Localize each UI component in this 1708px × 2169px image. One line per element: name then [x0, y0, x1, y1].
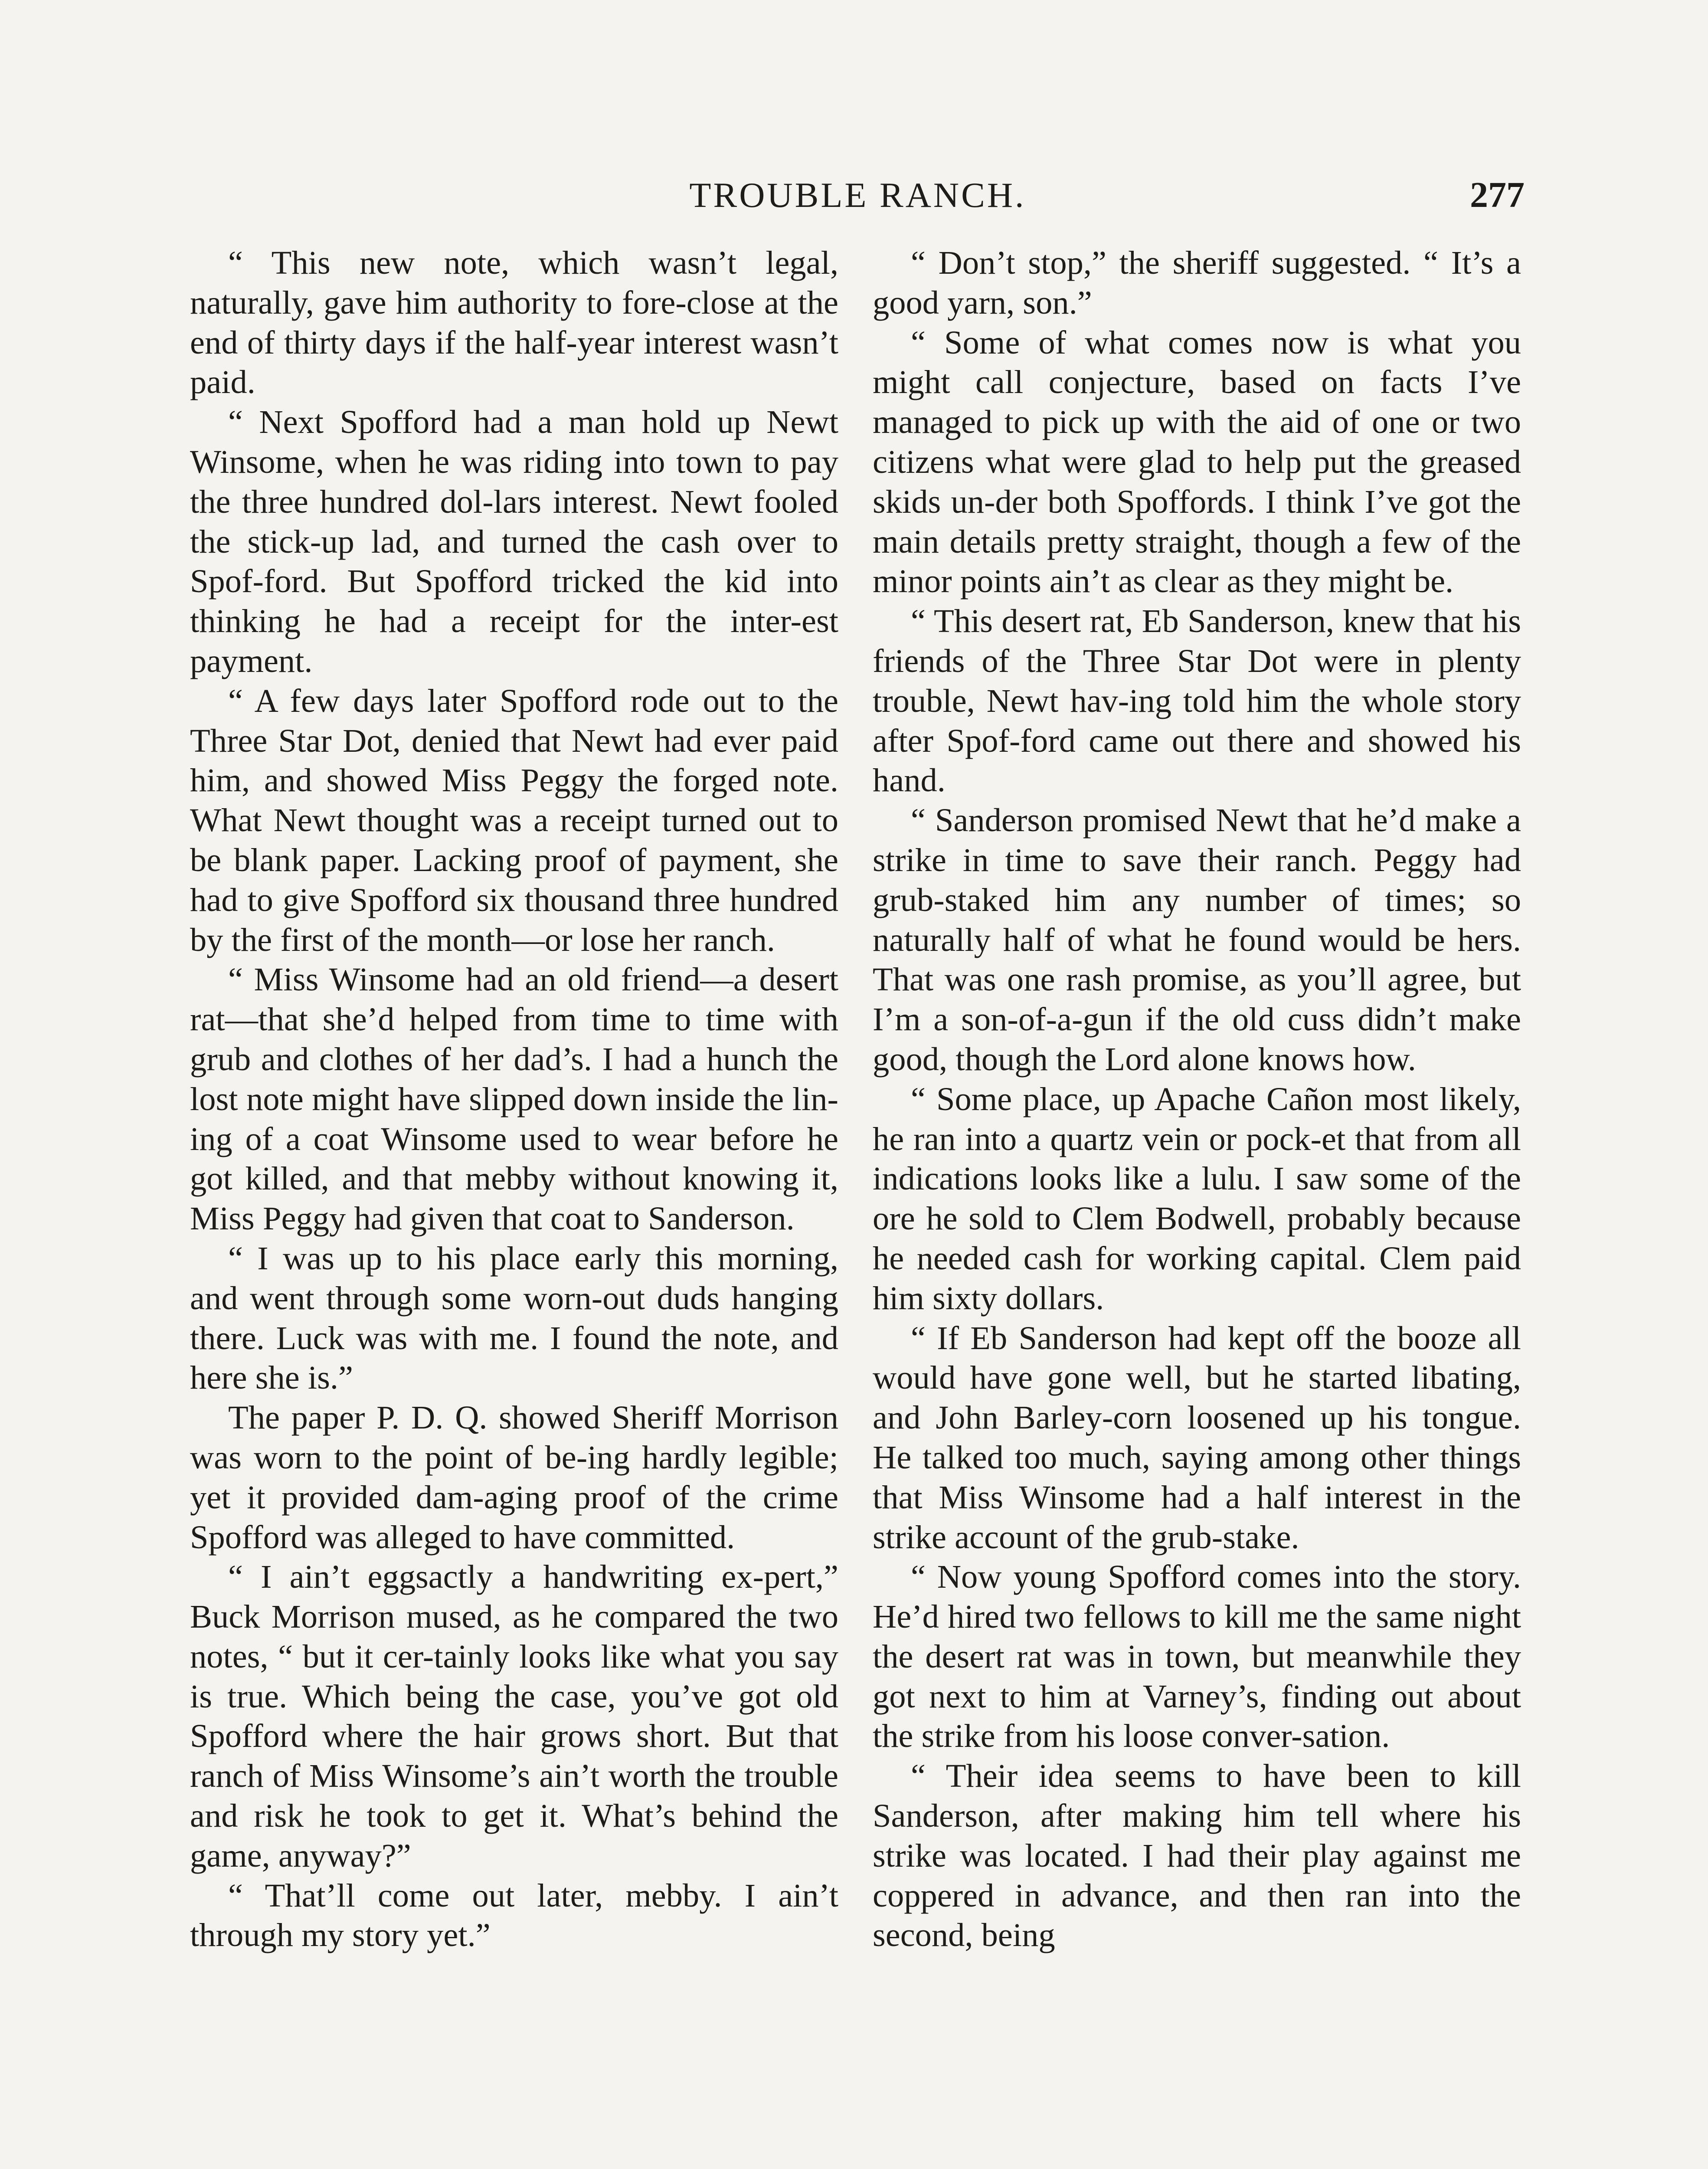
paragraph: The paper P. D. Q. showed Sheriff Morrison was worn to the point of be-ing hardly legible; yet it provided dam-aging proof of the crime Spofford was alleged to have committed.	[190, 1399, 838, 1556]
paragraph: “ This desert rat, Eb Sanderson, knew that his friends of the Three Star Dot were in plenty trouble, Newt hav-ing told him the whole story after Spof-ford came out there and showed his hand.	[873, 603, 1521, 799]
paragraph: “ Some place, up Apache Cañon most likely, he ran into a quartz vein or pock-et that from all indications looks like a lulu. I saw some of the ore he sold to Clem Bodwell, probably because he needed cash for working capital. Clem paid him sixty dollars.	[873, 1080, 1521, 1317]
left-column	[190, 243, 838, 1955]
paragraph: “ That’ll come out later, mebby. I ain’t through my story yet.”	[190, 1877, 838, 1954]
paragraph: “ I ain’t eggsactly a handwriting ex-pert,” Buck Morrison mused, as he compared the two notes, “ but it cer-tainly looks like what you say is true. Which being the case, you’ve got old Spofford where the hair grows short. But that ranch of Miss Winsome’s ain’t worth the trouble and risk he took to get it. What’s behind the game, anyway?”	[190, 1558, 838, 1874]
paragraph: “ A few days later Spofford rode out to the Three Star Dot, denied that Newt had ever paid him, and showed Miss Peggy the forged note. What Newt thought was a receipt turned out to be blank paper. Lacking proof of payment, she had to give Spofford six thousand three hundred by the first of the month—or lose her ranch.	[190, 682, 838, 958]
paragraph: “ Miss Winsome had an old friend—a desert rat—that she’d helped from time to time with grub and clothes of her dad’s. I had a hunch the lost note might have slipped down inside the lin-ing of a coat Winsome used to wear before he got killed, and that mebby without knowing it, Miss Peggy had given that coat to Sanderson.	[190, 961, 838, 1237]
paragraph: “ Next Spofford had a man hold up Newt Winsome, when he was riding into town to pay the three hundred dol-lars interest. Newt fooled the stick-up lad, and turned the cash over to Spof-ford. But Spofford tricked the kid into thinking he had a receipt for the inter-est payment.	[190, 403, 838, 679]
paragraph: “ I was up to his place early this morning, and went through some worn-out duds hanging there. Luck was with me. I found the note, and here she is.”	[190, 1239, 838, 1396]
paragraph: “ This new note, which wasn’t legal, naturally, gave him authority to fore-close at the end of thirty days if the half-year interest wasn’t paid.	[190, 244, 838, 401]
paragraph: “ Now young Spofford comes into the story. He’d hired two fellows to kill me the same night the desert rat was in town, but meanwhile they got next to him at Varney’s, finding out about the strike from his loose conver-sation.	[873, 1558, 1521, 1755]
paragraph: “ If Eb Sanderson had kept off the booze all would have gone well, but he started libating, and John Barley-corn loosened up his tongue. He talked too much, saying among other things that Miss Winsome had a half interest in the strike account of the grub-stake.	[873, 1319, 1521, 1556]
page-number: 277	[1470, 175, 1525, 215]
right-column	[873, 243, 1521, 1955]
paragraph: “ Some of what comes now is what you might call conjecture, based on facts I’ve managed to pick up with the aid of one or two citizens what were glad to help put the greased skids un-der both Spoffords. I think I’ve got the main details pretty straight, though a few of the minor points ain’t as clear as they might be.	[873, 324, 1521, 600]
paragraph: “ Their idea seems to have been to kill Sanderson, after making him tell where his strike was located. I had their play against me coppered in advance, and then ran into the second, being	[873, 1757, 1521, 1954]
running-title: TROUBLE RANCH.	[689, 175, 1026, 215]
paragraph: “ Don’t stop,” the sheriff suggested. “ It’s a good yarn, son.”	[873, 244, 1521, 321]
running-head	[191, 171, 1525, 219]
paragraph: “ Sanderson promised Newt that he’d make a strike in time to save their ranch. Peggy had grub-staked him any number of times; so naturally half of what he found would be hers. That was one rash promise, as you’ll agree, but I’m a son-of-a-gun if the old cuss didn’t make good, though the Lord alone knows how.	[873, 802, 1521, 1078]
